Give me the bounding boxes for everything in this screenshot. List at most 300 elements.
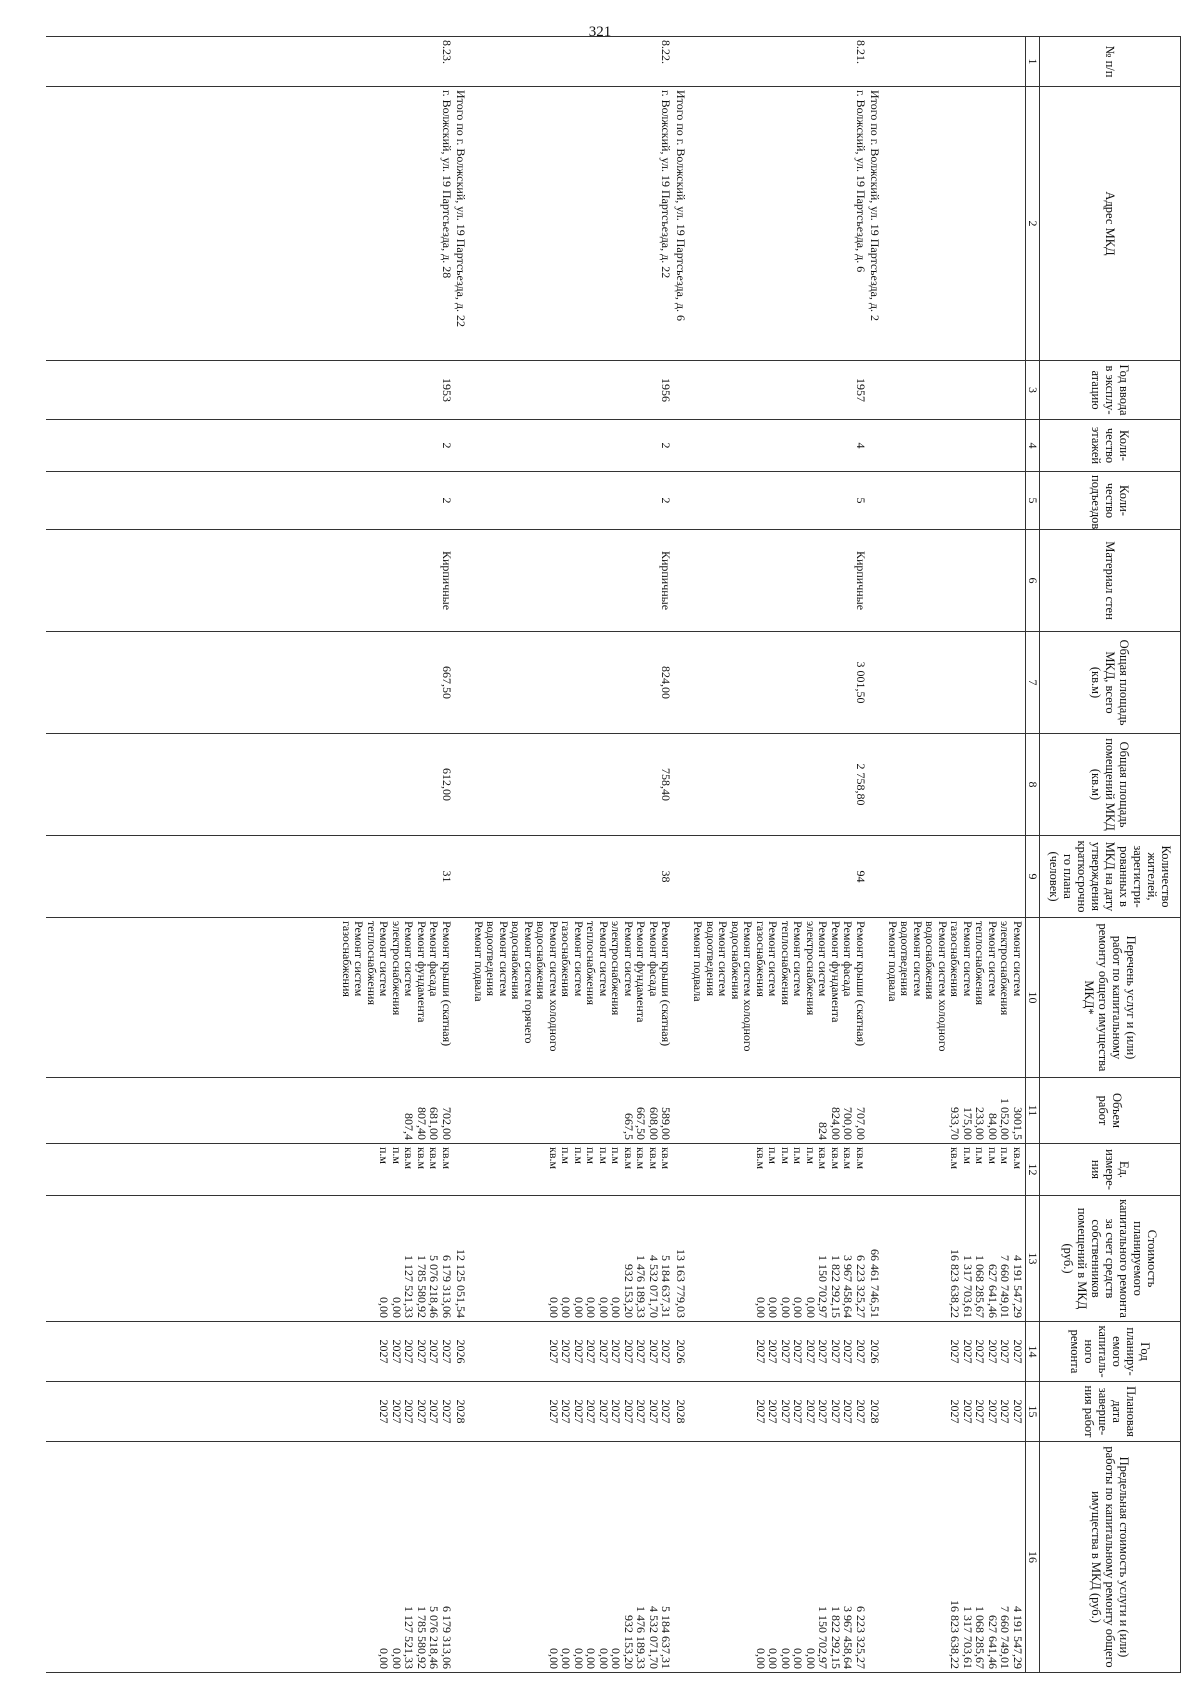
column-number: 12 [1026, 1144, 1040, 1196]
commission-year: 1953 [46, 361, 454, 420]
cost-list [691, 1196, 868, 1322]
year-list-line: 2027 [609, 1339, 624, 1364]
end-year-list-line: 2027 [559, 1399, 574, 1424]
row-number: 8.21. [691, 37, 868, 87]
end-year-list-line: 2027 [647, 1399, 661, 1424]
column-number: 16 [1026, 1442, 1040, 1673]
floor-count: 4 [691, 420, 868, 472]
volume-list-line: 700,00 [841, 1107, 856, 1140]
limit-list-line: 0,00 [766, 1648, 781, 1669]
column-number-row [1026, 37, 1040, 1673]
column-header: Ед. измере-ния [1040, 1144, 1181, 1196]
unit-list-line: кв.м [440, 1147, 454, 1170]
works-list-line: Ремонт систем холодного водоснабжения [923, 921, 950, 1052]
limit-list [46, 1442, 454, 1673]
unit-list-line: п.м [804, 1147, 818, 1165]
total-volume [454, 1078, 472, 1144]
year-list-line: 2027 [597, 1339, 611, 1364]
rotated-page [44, 36, 1181, 1672]
column-header: Год планиру-емого капиталь-ного ремонта [1040, 1322, 1181, 1382]
total-limit [454, 1442, 472, 1673]
limit-list-line: 1 127 521,33 [402, 1606, 417, 1669]
year-list [472, 1322, 674, 1382]
unit-list-line: п.м [559, 1147, 574, 1165]
cost-list-line: 0,00 [377, 1297, 392, 1318]
cost-list-line: 6 179 313,06 [440, 1255, 454, 1318]
cost-list-line: 0,00 [547, 1297, 561, 1318]
empty-cell [454, 472, 472, 530]
works-list-line: Ремонт систем теплоснабжения [779, 921, 806, 1005]
limit-list-line: 7 660 749,01 [998, 1606, 1013, 1669]
year-list-line: 2027 [572, 1339, 586, 1364]
column-number: 9 [1026, 836, 1040, 918]
limit-list-line: 6 223 325,27 [854, 1606, 868, 1669]
year-list-line: 2027 [829, 1339, 843, 1364]
end-year-list [886, 1382, 1026, 1442]
cost-list-line: 932 153,20 [622, 1264, 636, 1318]
entrance-count: 2 [472, 472, 674, 530]
year-list-line: 2027 [647, 1339, 661, 1364]
volume-list-line [610, 1081, 623, 1140]
volume-list-line: 175,00 [961, 1107, 975, 1140]
empty-cell [886, 836, 1026, 918]
building-address: г. Волжский, ул. 19 Партсъезда, д. 22 [472, 87, 674, 361]
table-row-total [454, 37, 472, 1673]
limit-list-line: 0,00 [597, 1648, 611, 1669]
volume-list-line [560, 1081, 573, 1140]
empty-cell [454, 37, 472, 87]
column-number: 13 [1026, 1196, 1040, 1322]
end-year-list-line: 2027 [948, 1399, 963, 1424]
unit-list-line: кв.м [854, 1147, 868, 1170]
year-list [46, 1322, 454, 1382]
year-list-line: 2027 [377, 1339, 392, 1364]
resident-count: 94 [691, 836, 868, 918]
works-list-line: Ремонт систем холодного водоснабжения [729, 921, 756, 1052]
empty-cell [868, 420, 886, 472]
works-list-line: Ремонт систем водоотведения [898, 921, 925, 997]
limit-list-line: 0,00 [609, 1648, 624, 1669]
cost-list-line: 16 823 638,22 [948, 1249, 963, 1318]
empty-cell [868, 361, 886, 420]
unit-list-line: п.м [597, 1147, 611, 1165]
volume-list-line: 1 052,00 [998, 1098, 1013, 1140]
empty-cell [868, 918, 886, 1078]
year-list-line: 2027 [766, 1339, 781, 1364]
year-list-line: 2027 [390, 1339, 404, 1364]
unit-list-line: кв.м [415, 1147, 429, 1170]
limit-list-line: 6 179 313,06 [440, 1606, 454, 1669]
cost-list-line: 0,00 [779, 1297, 793, 1318]
empty-cell [674, 472, 692, 530]
year-list-line: 2027 [415, 1339, 429, 1364]
total-label: Итого по г. Волжский, ул. 19 Партсъезда, д. 6 [674, 87, 692, 361]
rooms-area: 612,00 [46, 734, 454, 836]
unit-list-line: п.м [584, 1147, 599, 1165]
works-list-line: Ремонт подвала [691, 921, 706, 1002]
wall-material: Кирпичные [472, 530, 674, 632]
end-year-list-line: 2027 [973, 1399, 988, 1424]
floor-count: 2 [472, 420, 674, 472]
volume-list-line [792, 1081, 805, 1140]
total-area: 824,00 [472, 632, 674, 734]
cost-list-line: 0,00 [609, 1297, 624, 1318]
year-list-line: 2027 [948, 1339, 963, 1364]
cost-list-line: 1 785 580,92 [415, 1255, 429, 1318]
unit-list-line: кв.м [659, 1147, 674, 1170]
end-year-list-line: 2027 [547, 1399, 561, 1424]
total-year: 2026 [674, 1322, 692, 1382]
column-number: 10 [1026, 918, 1040, 1078]
empty-cell [674, 37, 692, 87]
total-end-year: 2028 [674, 1382, 692, 1442]
volume-list [46, 1078, 454, 1144]
empty-cell [674, 836, 692, 918]
empty-cell [674, 734, 692, 836]
limit-list-line: 16 823 638,22 [948, 1600, 963, 1669]
empty-cell [868, 530, 886, 632]
total-unit [674, 1144, 692, 1196]
wall-material: Кирпичные [46, 530, 454, 632]
limit-list [691, 1442, 868, 1673]
empty-cell [886, 530, 1026, 632]
total-cost: 13 163 779,03 [674, 1196, 692, 1322]
end-year-list-line: 2027 [754, 1399, 768, 1424]
end-year-list-line: 2027 [584, 1399, 599, 1424]
total-unit [868, 1144, 886, 1196]
empty-cell [454, 836, 472, 918]
works-list-line: Ремонт систем горячего водоснабжения [509, 921, 536, 1044]
works-list-line: Ремонт систем электроснабжения [609, 921, 636, 1016]
rooms-area: 2 758,80 [691, 734, 868, 836]
empty-cell [454, 632, 472, 734]
works-list-line: Ремонт крыши (скатная) [659, 921, 674, 1047]
limit-list-line: 1 068 285,67 [973, 1606, 988, 1669]
column-header: Стоимость планируемого капитального ремонта за счет средств собственников помещений в МКД (руб.) [1040, 1196, 1181, 1322]
cost-list-line: 0,00 [766, 1297, 781, 1318]
total-end-year: 2028 [454, 1382, 472, 1442]
works-list [691, 918, 868, 1078]
end-year-list-line: 2027 [841, 1399, 856, 1424]
limit-list-line: 1 150 702,97 [816, 1606, 831, 1669]
empty-cell [886, 87, 1026, 361]
limit-list-line: 0,00 [791, 1648, 806, 1669]
year-list-line: 2027 [559, 1339, 574, 1364]
works-list-line: Ремонт систем теплоснабжения [973, 921, 1000, 1005]
year-list-line: 2027 [427, 1339, 442, 1364]
empty-cell [886, 734, 1026, 836]
cost-list-line: 4 532 071,70 [647, 1255, 661, 1318]
works-list [886, 918, 1026, 1078]
empty-cell [868, 734, 886, 836]
unit-list-line: кв.м [816, 1147, 831, 1170]
limit-list-line: 0,00 [572, 1648, 586, 1669]
unit-list [472, 1144, 674, 1196]
empty-cell [454, 734, 472, 836]
volume-list-line: 707,00 [854, 1107, 868, 1140]
year-list-line: 2027 [854, 1339, 868, 1364]
unit-list-line: кв.м [634, 1147, 649, 1170]
table-row-building [472, 37, 674, 1673]
cost-list-line: 0,00 [754, 1297, 768, 1318]
total-label: Итого по г. Волжский, ул. 19 Партсъезда, д. 22 [454, 87, 472, 361]
unit-list-line: кв.м [622, 1147, 636, 1170]
year-list-line: 2027 [440, 1339, 454, 1364]
column-number: 15 [1026, 1382, 1040, 1442]
cost-list [472, 1196, 674, 1322]
end-year-list-line: 2027 [415, 1399, 429, 1424]
limit-list-line: 5 184 637,31 [659, 1606, 674, 1669]
cost-list-line: 0,00 [390, 1297, 404, 1318]
total-area: 667,50 [46, 632, 454, 734]
unit-list-line: кв.м [427, 1147, 442, 1170]
volume-list [472, 1078, 674, 1144]
volume-list-line: 681,00 [427, 1107, 442, 1140]
cost-list-line: 1 476 189,33 [634, 1255, 649, 1318]
empty-cell [886, 361, 1026, 420]
end-year-list-line: 2027 [402, 1399, 417, 1424]
cost-list-line: 3 967 458,64 [841, 1255, 856, 1318]
total-cost: 66 461 746,51 [868, 1196, 886, 1322]
works-list [472, 918, 674, 1078]
resident-count: 31 [46, 836, 454, 918]
works-list-line: Ремонт систем газоснабжения [340, 921, 367, 997]
works-list-line: Ремонт систем водоотведения [704, 921, 731, 997]
limit-list-line: 932 153,20 [622, 1615, 636, 1669]
empty-cell [454, 420, 472, 472]
year-list-line: 2027 [659, 1339, 674, 1364]
works-list-line: Ремонт систем теплоснабжения [584, 921, 611, 1005]
cost-list [886, 1196, 1026, 1322]
limit-list-line: 0,00 [754, 1648, 768, 1669]
volume-list-line [573, 1081, 586, 1140]
cost-list-line: 1 068 285,67 [973, 1255, 988, 1318]
floor-count: 2 [46, 420, 454, 472]
limit-list [472, 1442, 674, 1673]
table-row-building [691, 37, 868, 1673]
column-number: 7 [1026, 632, 1040, 734]
volume-list-line: 608,00 [647, 1107, 661, 1140]
volume-list-line [598, 1081, 611, 1140]
column-header: Коли-чество подъездов [1040, 472, 1181, 530]
limit-list-line: 1 476 189,33 [634, 1606, 649, 1669]
empty-cell [674, 918, 692, 1078]
works-list-line: Ремонт фасада [647, 921, 661, 997]
building-address: г. Волжский, ул. 19 Партсъезда, д. 28 [46, 87, 454, 361]
limit-list-line: 0,00 [377, 1648, 392, 1669]
limit-list [886, 1442, 1026, 1673]
column-number: 1 [1026, 37, 1040, 87]
end-year-list-line: 2027 [791, 1399, 806, 1424]
year-list-line: 2027 [816, 1339, 831, 1364]
end-year-list-line: 2027 [597, 1399, 611, 1424]
limit-list-line: 0,00 [779, 1648, 793, 1669]
limit-list-line: 627 641,46 [986, 1615, 1000, 1669]
end-year-list-line: 2027 [854, 1399, 868, 1424]
total-year: 2026 [454, 1322, 472, 1382]
volume-list-line: 233,00 [973, 1107, 988, 1140]
volume-list-line [548, 1081, 561, 1140]
column-header: Перечень услуг и (или) работ по капитальному ремонту общего имущества МКД* [1040, 918, 1181, 1078]
column-number: 6 [1026, 530, 1040, 632]
cost-list-line: 1 150 702,97 [816, 1255, 831, 1318]
unit-list-line: кв.м [547, 1147, 561, 1170]
year-list-line: 2027 [791, 1339, 806, 1364]
empty-cell [674, 632, 692, 734]
table-row-building [46, 37, 454, 1673]
end-year-list-line: 2027 [659, 1399, 674, 1424]
total-label: Итого по г. Волжский, ул. 19 Партсъезда, д. 2 [868, 87, 886, 361]
year-list-line: 2027 [547, 1339, 561, 1364]
empty-cell [868, 836, 886, 918]
unit-list-line: кв.м [841, 1147, 856, 1170]
volume-list-line: 667,5 [622, 1113, 636, 1140]
end-year-list-line: 2027 [427, 1399, 442, 1424]
end-year-list-line: 2027 [377, 1399, 392, 1424]
limit-list-line: 1 785 580,92 [415, 1606, 429, 1669]
table-body [46, 37, 1026, 1673]
unit-list-line: п.м [766, 1147, 781, 1165]
works-list-line: Ремонт систем газоснабжения [559, 921, 586, 997]
empty-cell [868, 37, 886, 87]
cost-list-line: 0,00 [559, 1297, 574, 1318]
year-list-line: 2027 [961, 1339, 975, 1364]
works-list-line: Ремонт систем теплоснабжения [365, 921, 392, 1005]
column-header: Материал стен [1040, 530, 1181, 632]
unit-list-line: п.м [377, 1147, 392, 1165]
year-list-line: 2027 [973, 1339, 988, 1364]
works-list-line: Ремонт фундамента [415, 921, 429, 1023]
column-number: 8 [1026, 734, 1040, 836]
empty-cell [868, 472, 886, 530]
cost-list-line: 5 076 218,46 [427, 1255, 442, 1318]
cost-list-line: 627 641,46 [986, 1264, 1000, 1318]
resident-count: 38 [472, 836, 674, 918]
works-list-line: Ремонт систем электроснабжения [390, 921, 417, 1016]
column-header: Предельная стоимость услуги и (или) работы по капитальному ремонту общего имущества в МКД (руб.) [1040, 1442, 1181, 1673]
table-row-continuation [886, 37, 1026, 1673]
repair-plan-table-wrapper [44, 36, 1181, 1672]
volume-list-line: 3001,5 [1011, 1107, 1025, 1140]
year-list-line: 2027 [804, 1339, 818, 1364]
building-address: г. Волжский, ул. 19 Партсъезда, д. 6 [691, 87, 868, 361]
table-row-total [674, 37, 692, 1673]
cost-list-line: 1 822 292,15 [829, 1255, 843, 1318]
end-year-list-line: 2027 [779, 1399, 793, 1424]
end-year-list-line: 2027 [440, 1399, 454, 1424]
empty-cell [886, 472, 1026, 530]
limit-list-line: 0,00 [584, 1648, 599, 1669]
end-year-list-line: 2027 [390, 1399, 404, 1424]
end-year-list-line: 2027 [609, 1399, 624, 1424]
unit-list-line: п.м [572, 1147, 586, 1165]
commission-year: 1957 [691, 361, 868, 420]
unit-list [886, 1144, 1026, 1196]
table-row-total [868, 37, 886, 1673]
table-header-row [1040, 37, 1181, 1673]
entrance-count: 5 [691, 472, 868, 530]
unit-list-line: п.м [779, 1147, 793, 1165]
year-list-line: 2027 [402, 1339, 417, 1364]
cost-list-line: 5 184 637,31 [659, 1255, 674, 1318]
cost-list-line: 4 191 547,29 [1011, 1255, 1025, 1318]
total-cost: 12 125 051,54 [454, 1196, 472, 1322]
end-year-list-line: 2027 [961, 1399, 975, 1424]
volume-list-line: 807,40 [415, 1107, 429, 1140]
works-list-line: Ремонт систем водоотведения [484, 921, 511, 997]
end-year-list-line: 2027 [622, 1399, 636, 1424]
volume-list-line: 824,00 [829, 1107, 843, 1140]
empty-cell [674, 361, 692, 420]
row-number: 8.22. [472, 37, 674, 87]
empty-cell [674, 530, 692, 632]
volume-list-line: 824 [816, 1122, 831, 1140]
empty-cell [886, 37, 1026, 87]
unit-list-line: п.м [390, 1147, 404, 1165]
unit-list-line: п.м [973, 1147, 988, 1165]
unit-list-line: п.м [609, 1147, 624, 1165]
cost-list-line: 1 317 703,61 [961, 1255, 975, 1318]
works-list-line: Ремонт крыши (скатная) [854, 921, 868, 1047]
cost-list-line: 0,00 [584, 1297, 599, 1318]
row-number: 8.23. [46, 37, 454, 87]
end-year-list-line: 2027 [986, 1399, 1000, 1424]
volume-list-line: 933,70 [948, 1107, 963, 1140]
empty-cell [454, 530, 472, 632]
end-year-list [472, 1382, 674, 1442]
volume-list-line: 807,4 [402, 1113, 417, 1140]
end-year-list-line: 2027 [829, 1399, 843, 1424]
volume-list [886, 1078, 1026, 1144]
unit-list-line: п.м [998, 1147, 1013, 1165]
rooms-area: 758,40 [472, 734, 674, 836]
column-number: 14 [1026, 1322, 1040, 1382]
volume-list [691, 1078, 868, 1144]
column-header: Коли-чество этажей [1040, 420, 1181, 472]
end-year-list [691, 1382, 868, 1442]
empty-cell [868, 632, 886, 734]
empty-cell [454, 361, 472, 420]
limit-list-line: 1 317 703,61 [961, 1606, 975, 1669]
wall-material: Кирпичные [691, 530, 868, 632]
total-limit [868, 1442, 886, 1673]
column-number: 11 [1026, 1078, 1040, 1144]
column-header: № п/п [1040, 37, 1181, 87]
end-year-list-line: 2027 [572, 1399, 586, 1424]
works-list [46, 918, 454, 1078]
total-unit [454, 1144, 472, 1196]
unit-list-line: кв.м [754, 1147, 768, 1170]
column-number: 2 [1026, 87, 1040, 361]
column-number: 4 [1026, 420, 1040, 472]
total-volume [674, 1078, 692, 1144]
total-end-year: 2028 [868, 1382, 886, 1442]
column-header: Объем работ [1040, 1078, 1181, 1144]
works-list-line: Ремонт подвала [886, 921, 900, 1002]
page-number: 321 [588, 24, 612, 40]
column-header: Общая площадь МКД, всего (кв.м) [1040, 632, 1181, 734]
works-list-line: Ремонт систем холодного водоснабжения [534, 921, 561, 1052]
unit-list-line: кв.м [402, 1147, 417, 1170]
cost-list-line: 0,00 [791, 1297, 806, 1318]
works-list-line: Ремонт систем газоснабжения [948, 921, 975, 997]
column-number: 5 [1026, 472, 1040, 530]
total-volume [868, 1078, 886, 1144]
column-header: Количество жителей, зарегистри-рованных в МКД на дату утверждения краткосрочно го плана (человек) [1040, 836, 1181, 918]
volume-list-line: 702,00 [440, 1107, 454, 1140]
volume-list-line [767, 1081, 780, 1140]
unit-list-line: кв.м [948, 1147, 963, 1170]
